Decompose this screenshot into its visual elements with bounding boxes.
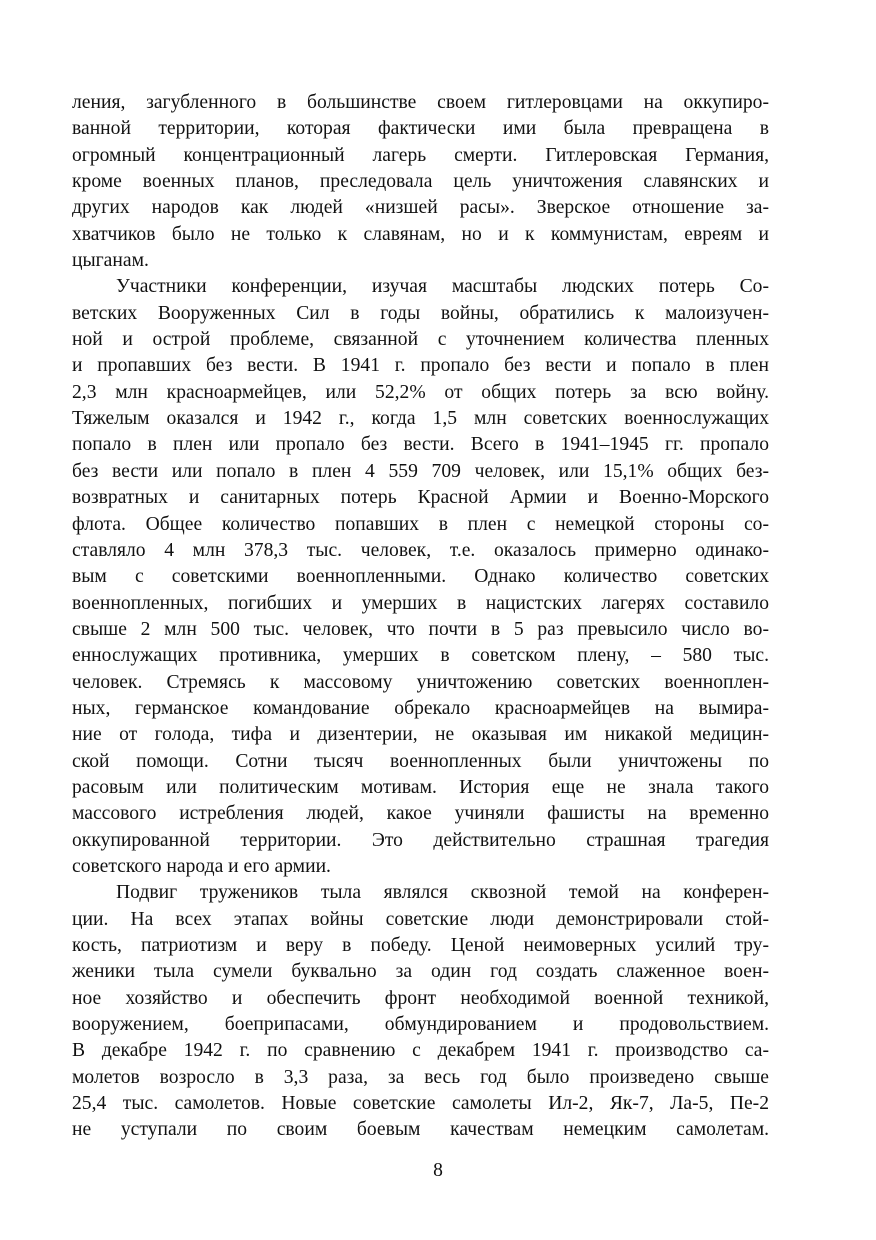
text-line: ванной территории, которая фактически ими была превращена в <box>72 118 769 140</box>
text-line: и пропавших без вести. В 1941 г. пропало без вести и попало в плен <box>72 355 769 377</box>
text-line: других народов как людей «низшей расы». Зверское отношение за- <box>72 197 769 219</box>
text-line: массового истребления людей, какое учиняли фашисты на временно <box>72 803 769 825</box>
text-line: попало в плен или пропало без вести. Всего в 1941–1945 гг. пропало <box>72 434 769 456</box>
paragraph <box>72 90 769 274</box>
text-line: Тяжелым оказался и 1942 г., когда 1,5 млн советских военнослужащих <box>72 408 769 430</box>
text-line: ления, загубленного в большинстве своем гитлеровцами на оккупиро- <box>72 92 769 113</box>
text-line: цыганам. <box>72 250 149 272</box>
text-line: вооружением, боеприпасами, обмундированием и продовольствием. <box>72 1014 769 1036</box>
text-line: ветских Вооруженных Сил в годы войны, обратились к малоизучен- <box>72 302 769 324</box>
text-line: ной и острой проблеме, связанной с уточнением количества пленных <box>72 329 769 351</box>
text-line: ное хозяйство и обеспечить фронт необходимой военной техникой, <box>72 987 769 1009</box>
text-line: ных, германское командование обрекало красноармейцев на вымира- <box>72 697 769 719</box>
text-line: флота. Общее количество попавших в плен с немецкой стороны со- <box>72 513 769 535</box>
text-line: В декабре 1942 г. по сравнению с декабрем 1941 г. производство са- <box>72 1040 769 1062</box>
paragraph <box>72 274 769 880</box>
text-line: кроме военных планов, преследовала цель уничтожения славянских и <box>72 171 769 193</box>
text-line: Участники конференции, изучая масштабы людских потерь Со- <box>116 276 769 298</box>
text-line: еннослужащих противника, умерших в советском плену, – 580 тыс. <box>72 645 769 667</box>
text-line: ской помощи. Сотни тысяч военнопленных были уничтожены по <box>72 750 769 772</box>
text-line: кость, патриотизм и веру в победу. Ценой неимоверных усилий тру- <box>72 935 769 956</box>
text-line: человек. Стремясь к массовому уничтожению советских военноплен- <box>72 671 769 693</box>
text-line: 2,3 млн красноармейцев, или 52,2% от общих потерь за всю войну. <box>72 381 769 403</box>
text-line: без вести или попало в плен 4 559 709 человек, или 15,1% общих без- <box>72 460 769 482</box>
text-line: расовым или политическим мотивам. История еще не знала такого <box>72 776 769 798</box>
text-line: военнопленных, погибших и умерших в нацистских лагерях составило <box>72 592 769 614</box>
text-line: 25,4 тыс. самолетов. Новые советские самолеты Ил-2, Як-7, Ла-5, Пе-2 <box>72 1093 769 1115</box>
text-line: ции. На всех этапах войны советские люди демонстрировали стой- <box>72 908 769 930</box>
body-text <box>72 90 769 1144</box>
text-line: огромный концентрационный лагерь смерти. Гитлеровская Германия, <box>72 144 769 166</box>
text-line: ставляло 4 млн 378,3 тыс. человек, т.е. оказалось примерно одинако- <box>72 539 769 561</box>
text-line: женики тыла сумели буквально за один год создать слаженное воен- <box>72 961 769 983</box>
text-line: возвратных и санитарных потерь Красной Армии и Военно-Морского <box>72 487 769 509</box>
text-line: Подвиг тружеников тыла являлся сквозной темой на конферен- <box>116 882 769 904</box>
text-line: советского народа и его армии. <box>72 855 331 877</box>
text-line: хватчиков было не только к славянам, но и к коммунистам, евреям и <box>72 223 769 245</box>
text-line: свыше 2 млн 500 тыс. человек, что почти в 5 раз превысило число во- <box>72 618 769 640</box>
text-line: молетов возросло в 3,3 раза, за весь год было произведено свыше <box>72 1066 769 1088</box>
text-line: ние от голода, тифа и дизентерии, не оказывая им никакой медицин- <box>72 724 769 746</box>
page-number: 8 <box>433 1160 443 1181</box>
text-line: оккупированной территории. Это действительно страшная трагедия <box>72 829 769 851</box>
text-line: не уступали по своим боевым качествам немецким самолетам. <box>72 1119 769 1141</box>
text-line: вым с советскими военнопленными. Однако количество советских <box>72 566 769 588</box>
paragraph <box>72 880 769 1143</box>
